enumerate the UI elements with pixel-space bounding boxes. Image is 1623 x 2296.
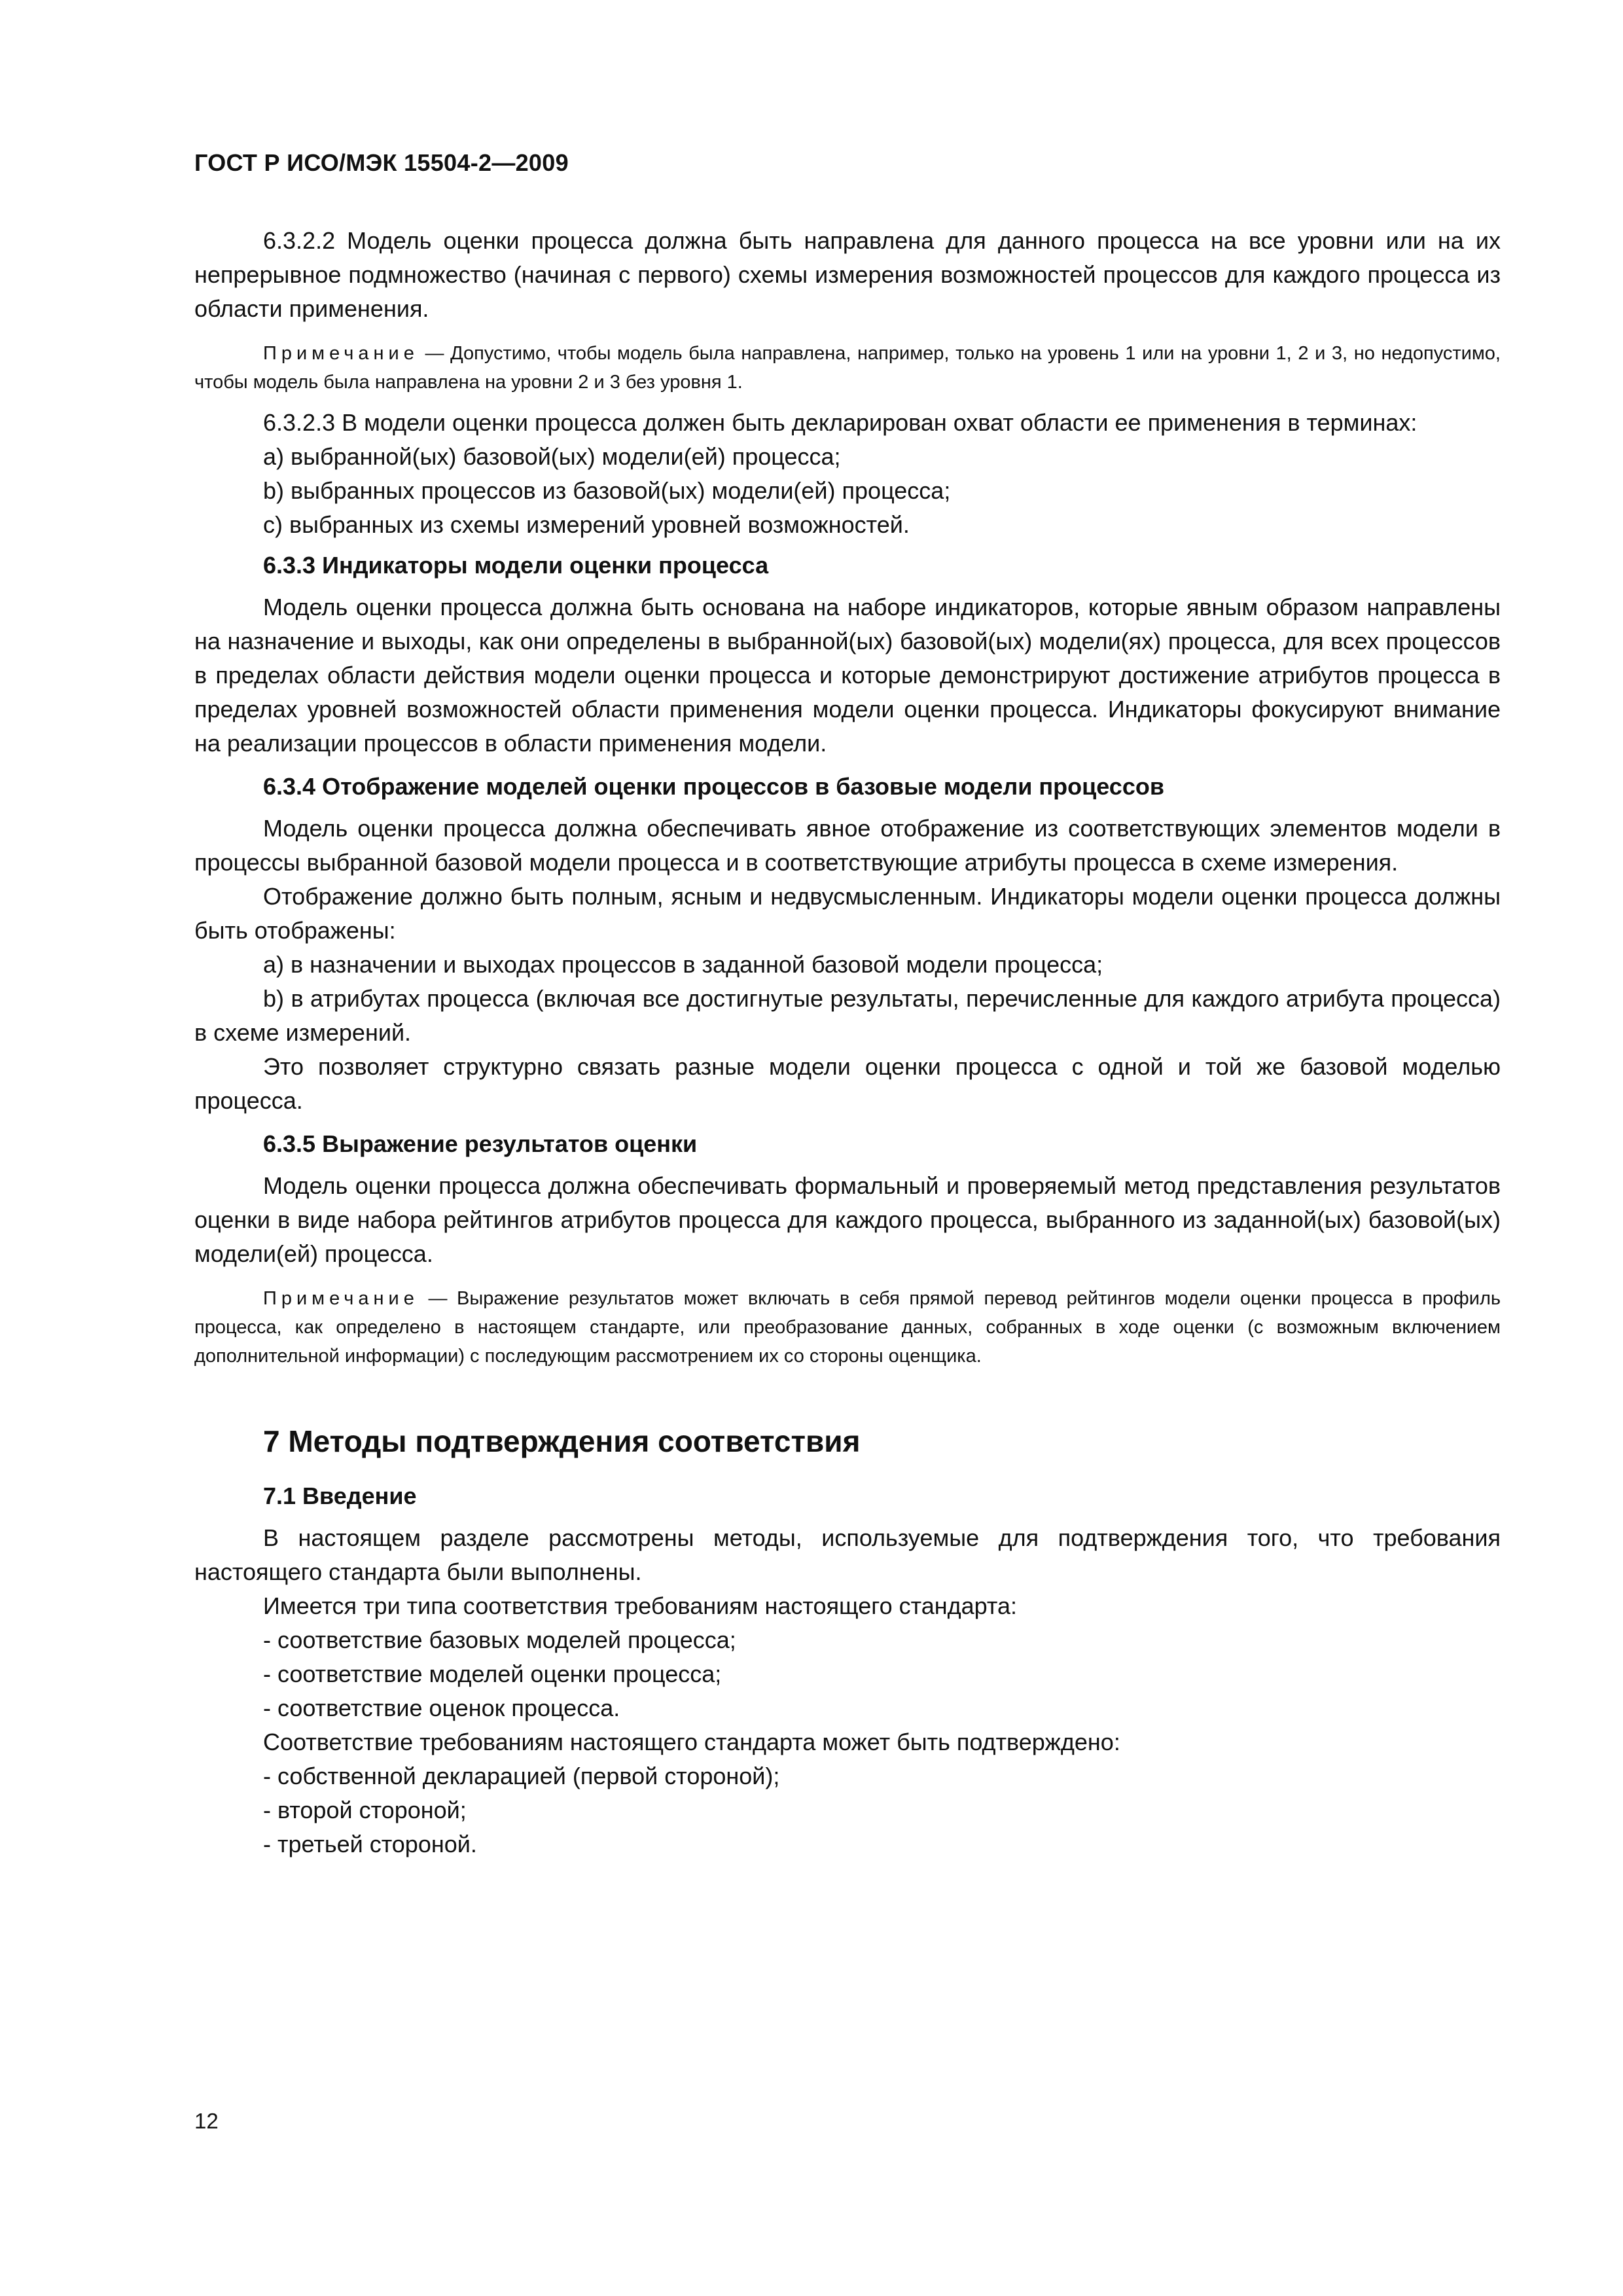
clause-7-1-p2: Имеется три типа соответствия требованиям настоящего стандарта: bbox=[263, 1592, 1017, 1619]
document-page bbox=[194, 0, 1501, 2296]
clause-6-3-5-text: Модель оценки процесса должна обеспечивать формальный и проверяемый метод представления результатов оценки в виде набора рейтингов атрибутов процесса для каждого процесса, выбранного из заданной(ых) базовой(ых) модели(ей) процесса. bbox=[194, 1172, 1501, 1267]
clause-6-3-2-2: 6.3.2.2 Модель оценки процесса должна быть направлена для данного процесса на все уровни или на их непрерывное подмножество (начиная с первого) схемы измерения возможностей процессов для каждого процесса из области применения. bbox=[194, 227, 1501, 322]
note-2-text: — Выражение результатов может включать в себя прямой перевод рейтингов модели оценки процесса в профиль процесса, как определено в настоящем стандарте, или преобразование данных, собранных в ходе оценки (с возможным включением дополнительной информации) с последующим рассмотрением их со стороны оценщика. bbox=[194, 1288, 1501, 1367]
clause-6-3-2-3: 6.3.2.3 В модели оценки процесса должен быть декларирован охват области ее применения в терминах: bbox=[263, 409, 1418, 436]
list-item: a) выбранной(ых) базовой(ых) модели(ей) процесса; bbox=[263, 443, 841, 470]
document-body bbox=[194, 224, 1501, 1861]
list-item: - соответствие базовых моделей процесса; bbox=[263, 1626, 736, 1653]
note-1 bbox=[194, 339, 1501, 397]
note-1-text: — Допустимо, чтобы модель была направлена, например, только на уровень 1 или на уровни 1, 2 и 3, но недопустимо, чтобы модель была направлена на уровни 2 и 3 без уровня 1. bbox=[194, 343, 1501, 393]
list-item: - соответствие моделей оценки процесса; bbox=[263, 1660, 722, 1687]
list-item: b) выбранных процессов из базовой(ых) модели(ей) процесса; bbox=[263, 477, 951, 504]
heading-6-3-5: 6.3.5 Выражение результатов оценки bbox=[263, 1130, 698, 1157]
list-item: a) в назначении и выходах процессов в заданной базовой модели процесса; bbox=[263, 951, 1103, 978]
clause-6-3-4-p2: Отображение должно быть полным, ясным и недвусмысленным. Индикаторы модели оценки процесса должны быть отображены: bbox=[194, 883, 1501, 944]
heading-section-7: 7 Методы подтверждения соответствия bbox=[263, 1424, 861, 1458]
list-item: c) выбранных из схемы измерений уровней возможностей. bbox=[263, 511, 910, 538]
clause-7-1-p3: Соответствие требованиям настоящего стандарта может быть подтверждено: bbox=[263, 1729, 1120, 1755]
heading-6-3-3: 6.3.3 Индикаторы модели оценки процесса bbox=[263, 552, 769, 579]
heading-7-1: 7.1 Введение bbox=[263, 1482, 417, 1509]
clause-6-3-4-p1: Модель оценки процесса должна обеспечивать явное отображение из соответствующих элементов модели в процессы выбранной базовой модели процесса и в соответствующие атрибуты процесса в схеме измерения. bbox=[194, 815, 1501, 876]
heading-6-3-4: 6.3.4 Отображение моделей оценки процессов в базовые модели процессов bbox=[263, 773, 1164, 800]
note-2 bbox=[194, 1284, 1501, 1371]
list-item: - соответствие оценок процесса. bbox=[263, 1695, 620, 1721]
list-item: - второй стороной; bbox=[263, 1797, 467, 1823]
clause-6-3-3-text: Модель оценки процесса должна быть основана на наборе индикаторов, которые явным образом направлены на назначение и выходы, как они определены в выбранной(ых) базовой(ых) модели(ях) процесса, для всех процессов в пределах области действия модели оценки процесса и которые демонстрируют достижение атрибутов процесса в пределах уровней возможностей области применения модели оценки процесса. Индикаторы фокусируют внимание на реализации процессов в области применения модели. bbox=[194, 594, 1501, 757]
note-2-label: Примечание bbox=[263, 1288, 419, 1309]
list-item: - собственной декларацией (первой стороной); bbox=[263, 1763, 780, 1789]
list-item: - третьей стороной. bbox=[263, 1831, 477, 1857]
document-header: ГОСТ Р ИСО/МЭК 15504-2—2009 bbox=[194, 149, 569, 176]
page-number: 12 bbox=[194, 2109, 219, 2133]
clause-6-3-4-p3: Это позволяет структурно связать разные модели оценки процесса с одной и той же базовой моделью процесса. bbox=[194, 1053, 1501, 1114]
note-1-label: Примечание bbox=[263, 343, 419, 364]
clause-7-1-p1: В настоящем разделе рассмотрены методы, используемые для подтверждения того, что требования настоящего стандарта были выполнены. bbox=[194, 1524, 1501, 1585]
list-item: b) в атрибутах процесса (включая все достигнутые результаты, перечисленные для каждого атрибута процесса) в схеме измерений. bbox=[194, 985, 1501, 1046]
